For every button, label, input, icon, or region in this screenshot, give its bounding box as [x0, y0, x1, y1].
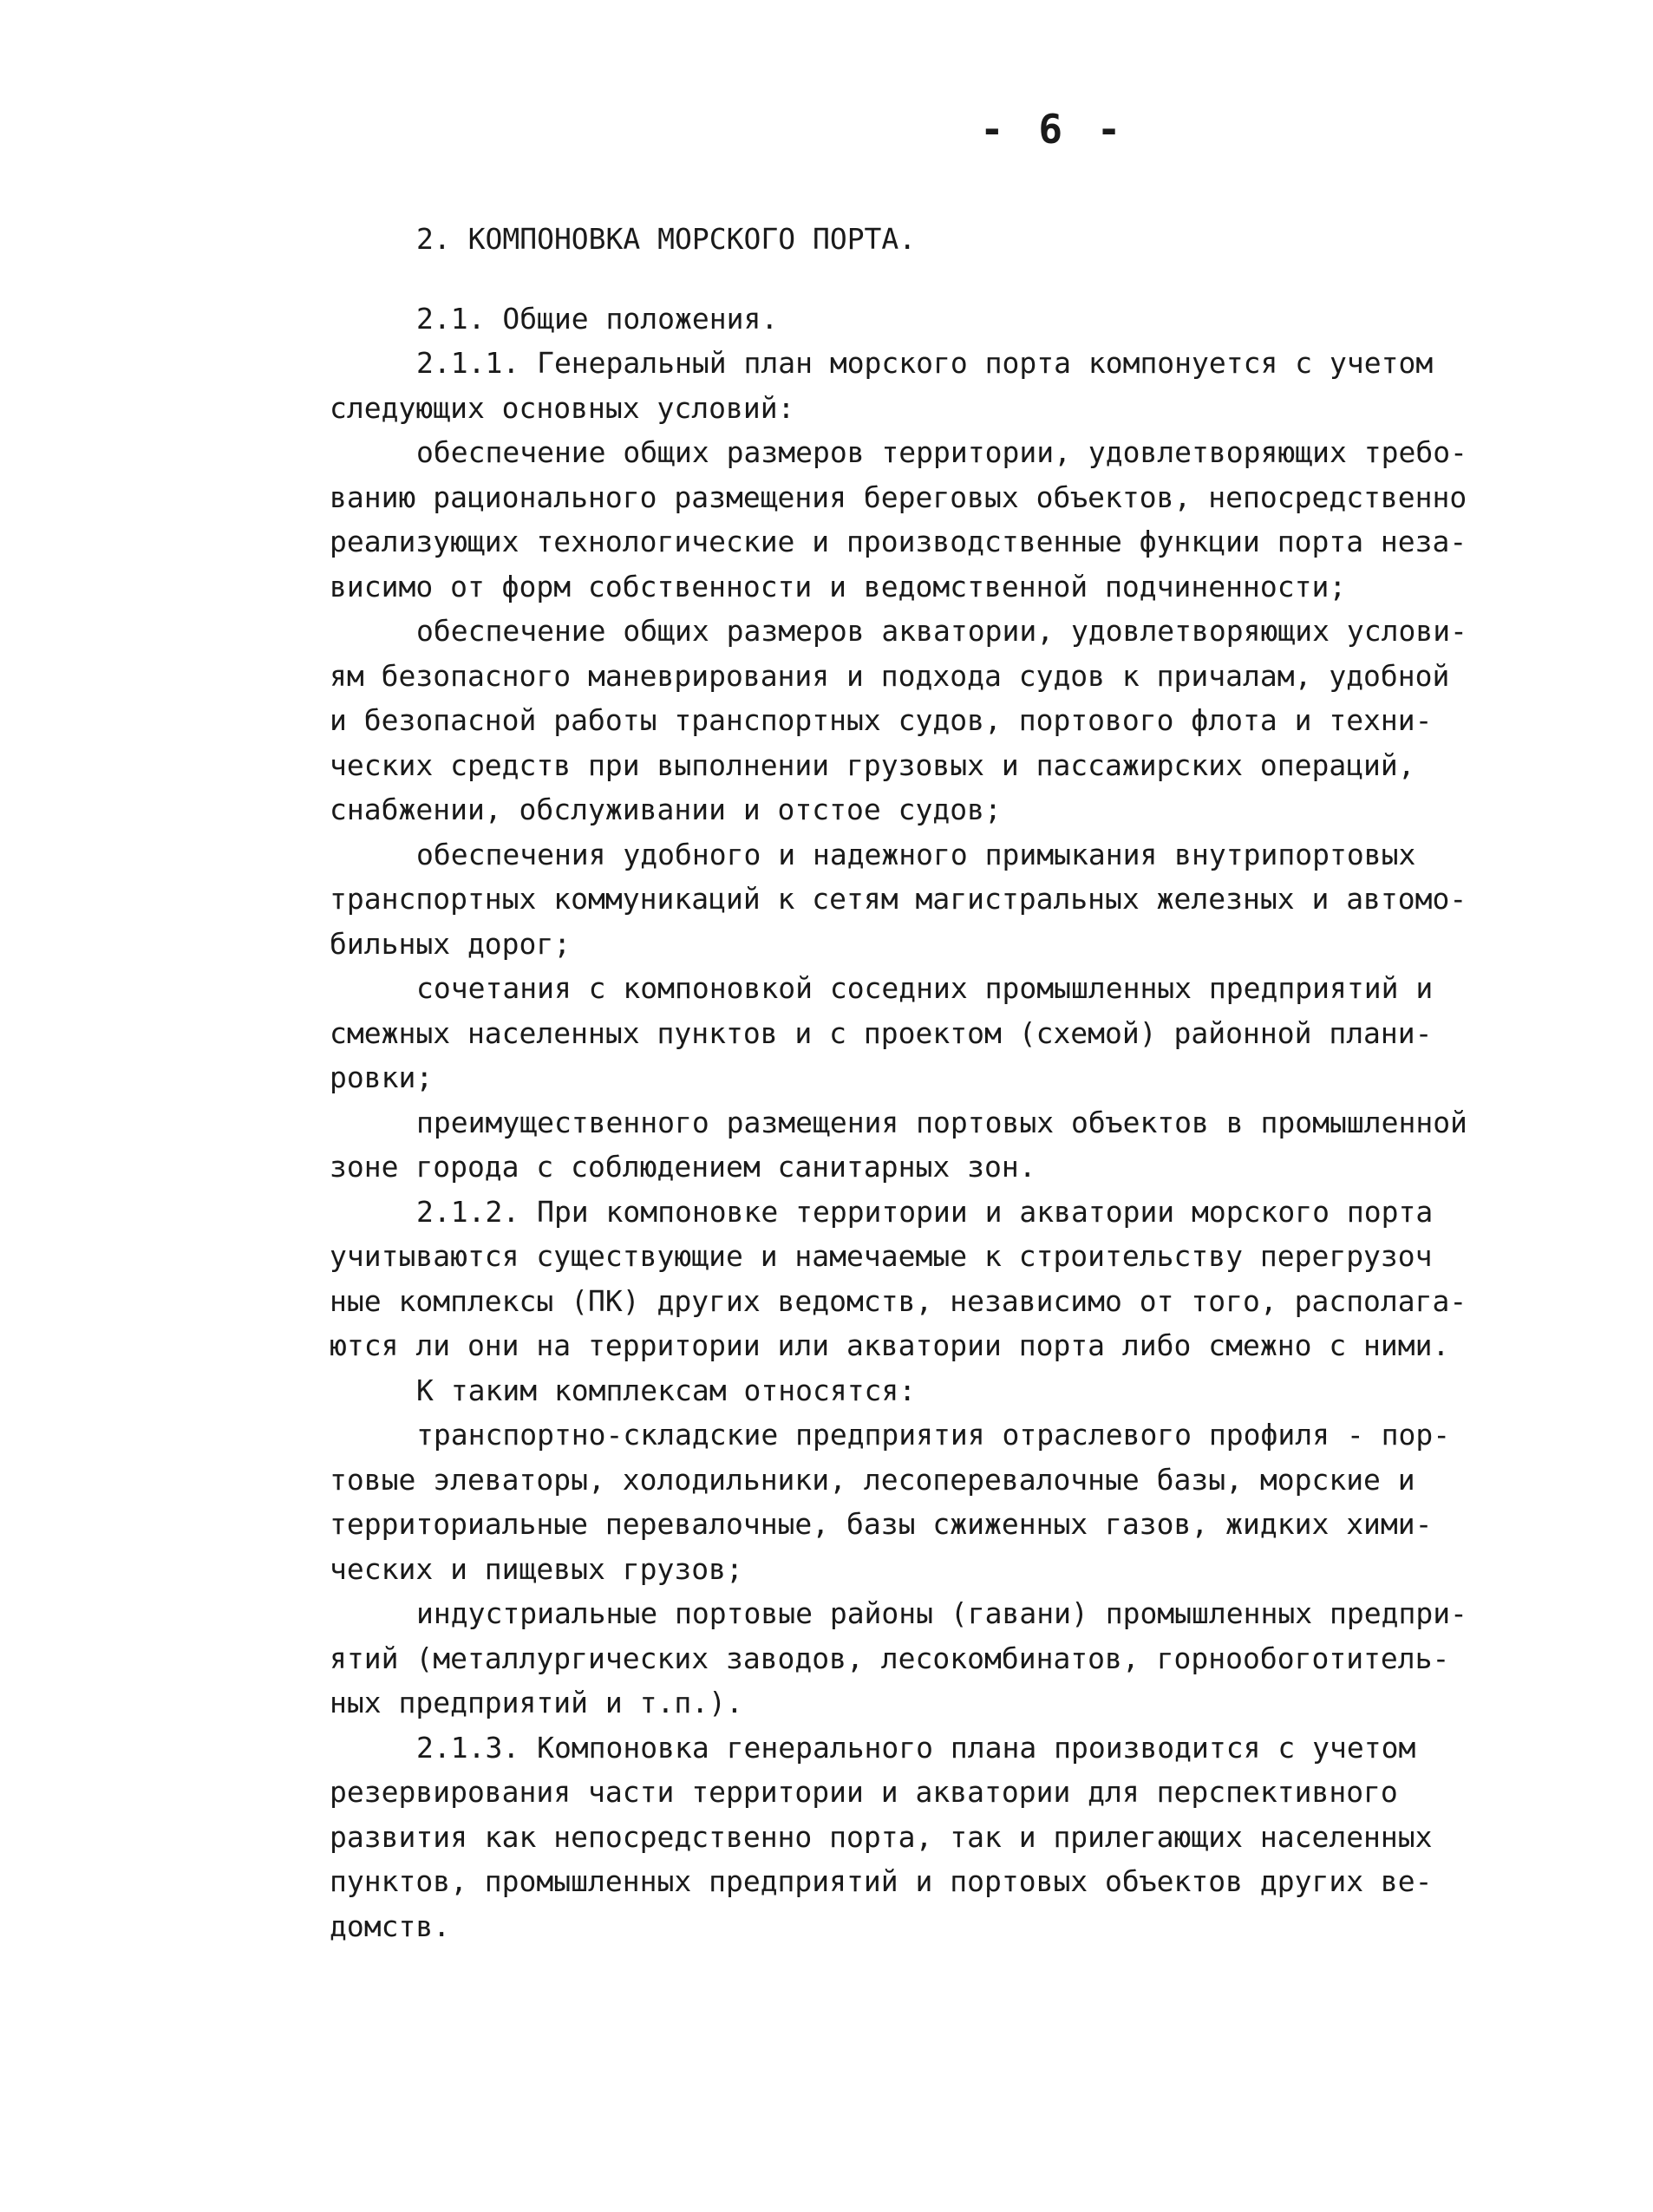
- section-heading: 2. КОМПОНОВКА МОРСКОГО ПОРТА.: [416, 222, 917, 256]
- text-line: висимо от форм собственности и ведомственной подчиненности;: [330, 569, 1347, 604]
- text-line: ных предприятий и т.п.).: [330, 1686, 743, 1719]
- text-line: 2.1.1. Генеральный план морского порта компонуется с учетом: [416, 346, 1434, 380]
- text-line: ются ли они на территории или акватории порта либо смежно с ними.: [330, 1328, 1450, 1362]
- subsection-heading: 2.1. Общие положения.: [416, 301, 779, 336]
- text-line: ные комплексы (ПК) других ведомств, независимо от того, располага-: [330, 1283, 1467, 1318]
- text-line: ятий (металлургических заводов, лесокомбинатов, горнообоготитель-: [330, 1641, 1450, 1675]
- text-line: домств.: [330, 1909, 451, 1943]
- text-line: и безопасной работы транспортных судов, портового флота и техни-: [330, 703, 1433, 737]
- text-line: бильных дорог;: [330, 926, 572, 961]
- text-line: товые элеваторы, холодильники, лесоперевалочные базы, морские и: [330, 1462, 1415, 1497]
- text-body: [330, 217, 1496, 1948]
- text-line: обеспечения удобного и надежного примыкания внутрипортовых: [416, 837, 1416, 871]
- text-line: ровки;: [330, 1060, 434, 1094]
- text-line: учитываются существующие и намечаемые к строительству перегрузоч: [330, 1239, 1433, 1273]
- page-number: - 6 -: [980, 106, 1127, 153]
- text-line: ческих средств при выполнении грузовых и пассажирских операций,: [330, 747, 1415, 782]
- text-line: пунктов, промышленных предприятий и портовых объектов других ве-: [330, 1864, 1433, 1898]
- text-line: преимущественного размещения портовых объектов в промышленной: [416, 1105, 1467, 1139]
- text-line: следующих основных условий:: [330, 390, 795, 425]
- text-line: обеспечение общих размеров акватории, удовлетворяющих услови-: [416, 614, 1467, 648]
- text-line: обеспечение общих размеров территории, удовлетворяющих требо-: [416, 435, 1467, 469]
- text-line: смежных населенных пунктов и с проектом (схемой) районной плани-: [330, 1015, 1433, 1050]
- body-lines: [330, 341, 1496, 1948]
- text-line: снабжении, обслуживании и отстое судов;: [330, 793, 1002, 826]
- text-line: транспортно-складские предприятия отраслевого профиля - пор-: [416, 1418, 1451, 1452]
- text-line: 2.1.3. Компоновка генерального плана производится с учетом: [416, 1730, 1416, 1765]
- text-line: резервирования части территории и акватории для перспективного: [330, 1775, 1398, 1809]
- text-line: территориальные перевалочные, базы сжиженных газов, жидких хими-: [330, 1507, 1433, 1541]
- text-line: 2.1.2. При компоновке территории и акватории морского порта: [416, 1194, 1434, 1229]
- text-line: ванию рационального размещения береговых объектов, непосредственно: [330, 480, 1467, 514]
- text-line: ческих и пищевых грузов;: [330, 1551, 743, 1586]
- text-line: зоне города с соблюдением санитарных зон.: [330, 1150, 1036, 1184]
- text-line: сочетания с компоновкой соседних промышленных предприятий и: [416, 971, 1434, 1005]
- text-line: индустриальные портовые районы (гавани) промышленных предпри-: [416, 1596, 1467, 1630]
- text-line: транспортных коммуникаций к сетям магистральных железных и автомо-: [330, 882, 1467, 916]
- text-line: ям безопасного маневрирования и подхода судов к причалам, удобной: [330, 658, 1450, 693]
- text-line: развития как непосредственно порта, так и прилегающих населенных: [330, 1819, 1433, 1854]
- text-line: реализующих технологические и производственные функции порта неза-: [330, 525, 1467, 558]
- text-line: К таким комплексам относятся:: [416, 1373, 917, 1407]
